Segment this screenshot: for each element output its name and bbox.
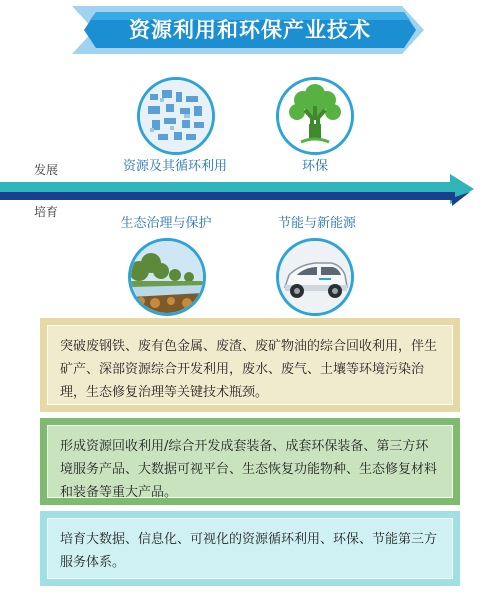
services-box: [40, 511, 460, 586]
services-text: 培育大数据、信息化、可视化的资源循环利用、环保、节能第三方服务体系。: [47, 518, 453, 579]
breakthrough-box: [40, 318, 460, 412]
products-box: [40, 418, 460, 505]
title-banner: [0, 0, 500, 60]
environmental-protection-image: [276, 77, 354, 155]
cultivate-label: 培育: [34, 205, 59, 219]
develop-label: 发展: [34, 163, 59, 177]
products-text: 形成资源回收利用/综合开发成套装备、成套环保装备、第三方环境服务产品、大数据可视平台、生态恢复功能物种、生态修复材料和装备等重大产品。: [47, 425, 453, 498]
green-tree-icon: [279, 80, 351, 152]
resource-recycling-image: [137, 77, 215, 155]
ecological-protection-image: [128, 238, 206, 316]
topic-caption-environment: 环保: [301, 159, 328, 174]
topic-caption-ecology: 生态治理与保护: [120, 216, 212, 231]
energy-saving-image: [276, 238, 354, 316]
topic-caption-energy: 节能与新能源: [277, 216, 356, 231]
breakthrough-text: 突破废钢铁、废有色金属、废渣、废矿物油的综合回收利用，伴生矿产、深部资源综合开发利用，废水、废气、土壤等环境污染治理，生态修复治理等关键技术瓶颈。: [47, 325, 453, 405]
electric-car-icon: [279, 241, 351, 313]
city-map-icon: [140, 80, 212, 152]
page-title: 资源利用和环保产业技术: [129, 18, 371, 42]
lake-landscape-icon: [131, 241, 203, 313]
topic-caption-resources: 资源及其循环利用: [122, 159, 227, 174]
development-arrow: [0, 172, 500, 212]
